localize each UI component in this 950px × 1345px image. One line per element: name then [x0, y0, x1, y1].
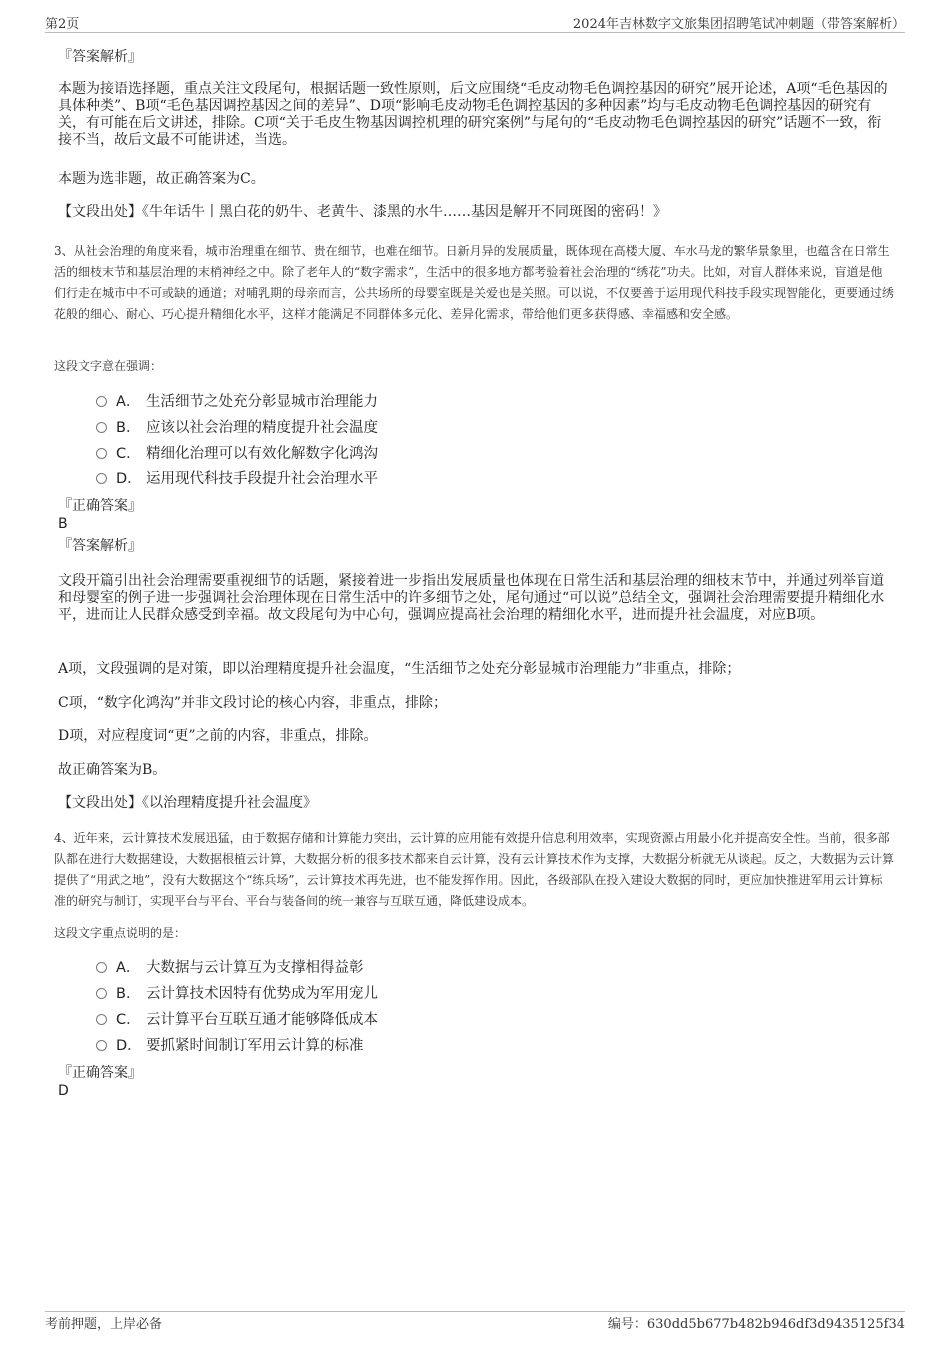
q4-question: 这段文字重点说明的是：	[54, 926, 187, 940]
radio-icon[interactable]	[96, 396, 107, 407]
q4-option-d[interactable]	[96, 1036, 364, 1056]
radio-icon[interactable]	[96, 448, 107, 459]
option-letter: A．	[116, 394, 141, 410]
radio-icon[interactable]	[96, 962, 107, 973]
header-divider	[45, 32, 905, 33]
q3-option-a[interactable]	[96, 392, 378, 412]
q3-option-b[interactable]	[96, 418, 378, 438]
option-text: 生活细节之处充分彰显城市治理能力	[146, 394, 378, 410]
option-text: 云计算技术因特有优势成为军用宠儿	[146, 986, 378, 1002]
q3-option-c[interactable]	[96, 444, 378, 464]
q4-option-b[interactable]	[96, 984, 378, 1004]
q3-conclusion: 故正确答案为B。	[58, 762, 167, 778]
radio-icon[interactable]	[96, 473, 107, 484]
option-text: 应该以社会治理的精度提升社会温度	[146, 420, 378, 436]
page-number: 第2页	[45, 17, 80, 32]
q4-stem: 4、近年来，云计算技术发展迅猛，由于数据存储和计算能力突出，云计算的应用能有效提升信息利用效率，实现资源占用最小化并提高安全性。当前，很多部队都在进行大数据建设，大数据根植云计算，大数据分析的很多技术都来自云计算，没有云计算技术作为支撑，大数据分析就无从谈起。反之，大数据为云计算提供了“用武之地”，没有大数据这个“练兵场”，云计算技术再先进，也不能发挥作用。因此，各级部队在投入建设大数据的同时，更应加快推进军用云计算标准的研究与制订，实现平台与平台、平台与装备间的统一兼容与互联互通，降低建设成本。	[54, 831, 895, 908]
q2-analysis-label: 『答案解析』	[58, 49, 142, 65]
q3-stem: 3、从社会治理的角度来看，城市治理重在细节、贵在细节，也难在细节。日新月异的发展质量，既体现在高楼大厦、车水马龙的繁华景象里，也蕴含在日常生活的细枝末节和基层治理的末梢神经之中。除了老年人的“数字需求”，生活中的很多地方都考验着社会治理的“绣花”功夫。比如，对盲人群体来说，盲道是他们行走在城市中不可或缺的通道；对哺乳期的母亲而言，公共场所的母婴室既是关爱也是关照。可以说，不仅要善于运用现代科技手段实现智能化，更要通过绣花般的细心、耐心、巧心提升精细化水平，这样才能满足不同群体多元化、差异化需求，带给他们更多获得感、幸福感和安全感。	[54, 244, 895, 321]
q3-option-d[interactable]	[96, 469, 378, 489]
option-text: 要抓紧时间制订军用云计算的标准	[146, 1038, 364, 1054]
radio-icon[interactable]	[96, 988, 107, 999]
option-letter: B．	[116, 986, 141, 1002]
q2-source: 【文段出处】《牛年话牛丨黑白花的奶牛、老黄牛、漆黑的水牛……基因是解开不同斑图的密码！》	[58, 204, 667, 220]
radio-icon[interactable]	[96, 1040, 107, 1051]
option-letter: D．	[116, 1038, 142, 1054]
q3-note-d: D项，对应程度词“更”之前的内容，非重点，排除。	[58, 728, 378, 744]
radio-icon[interactable]	[96, 1014, 107, 1025]
q3-source: 【文段出处】《以治理精度提升社会温度》	[58, 795, 317, 811]
footer-slogan: 考前押题，上岸必备	[45, 1317, 163, 1332]
q4-answer: D	[58, 1083, 69, 1099]
document-id: 编号：630dd5b677b482b946df3d9435125f34	[607, 1317, 905, 1332]
q3-answer: B	[58, 516, 68, 532]
page-header	[45, 13, 905, 33]
q4-option-a[interactable]	[96, 958, 364, 978]
page-footer	[45, 1313, 905, 1333]
option-text: 云计算平台互联互通才能够降低成本	[146, 1012, 378, 1028]
q3-analysis: 文段开篇引出社会治理需要重视细节的话题，紧接着进一步指出发展质量也体现在日常生活和基层治理的细枝末节中，并通过列举盲道和母婴室的例子进一步强调社会治理体现在日常生活中的许多细节之处，尾句通过“可以说”总结全文，强调社会治理需要提升精细化水平，进而让人民群众感受到幸福。故文段尾句为中心句，强调应提高社会治理的精细化水平，进而提升社会温度，对应B项。	[58, 573, 885, 623]
document-title: 2024年吉林数字文旅集团招聘笔试冲刺题（带答案解析）	[572, 17, 905, 32]
q4-option-c[interactable]	[96, 1010, 378, 1030]
q3-note-c: C项，“数字化鸿沟”并非文段讨论的核心内容，非重点，排除；	[58, 695, 448, 711]
footer-divider	[45, 1311, 905, 1312]
q2-conclusion: 本题为选非题，故正确答案为C。	[58, 171, 265, 187]
q3-note-a: A项，文段强调的是对策，即以治理精度提升社会温度，“生活细节之处充分彰显城市治理能力”非重点，排除；	[58, 661, 741, 677]
q4-answer-label: 『正确答案』	[58, 1065, 142, 1081]
q3-question: 这段文字意在强调：	[54, 359, 163, 373]
option-text: 运用现代科技手段提升社会治理水平	[146, 471, 378, 487]
option-letter: B．	[116, 420, 141, 436]
option-text: 大数据与云计算互为支撑相得益彰	[146, 960, 364, 976]
option-letter: D．	[116, 471, 142, 487]
q3-analysis-label: 『答案解析』	[58, 538, 142, 554]
q3-answer-label: 『正确答案』	[58, 498, 142, 514]
radio-icon[interactable]	[96, 422, 107, 433]
option-letter: C．	[116, 446, 141, 462]
option-letter: A．	[116, 960, 141, 976]
option-letter: C．	[116, 1012, 141, 1028]
q2-analysis: 本题为接语选择题，重点关注文段尾句，根据话题一致性原则，后文应围绕“毛皮动物毛色调控基因的研究”展开论述，A项“毛色基因的具体种类”、B项“毛色基因调控基因之间的差异”、D项“影响毛皮动物毛色调控基因的多种因素”均与毛皮动物毛色调控基因的研究有关，有可能在后文讲述，排除。C项“关于毛皮生物基因调控机理的研究案例”与尾句的“毛皮动物毛色调控基因的研究”话题不一致，衔接不当，故后文最不可能讲述，当选。	[58, 81, 888, 148]
option-text: 精细化治理可以有效化解数字化鸿沟	[146, 446, 378, 462]
